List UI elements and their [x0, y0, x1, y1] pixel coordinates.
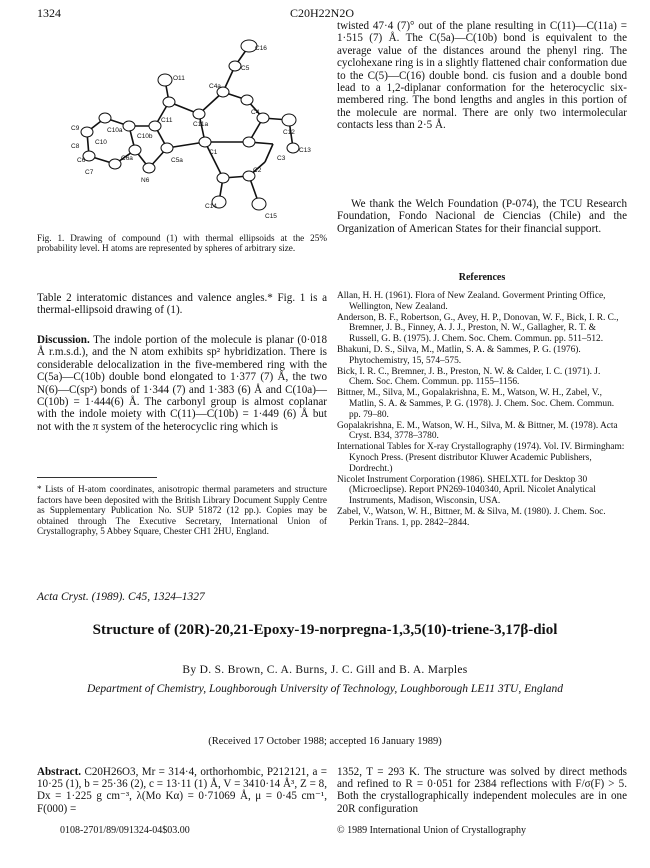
molecule-figure — [37, 22, 329, 230]
atom-label: C11a — [193, 121, 209, 128]
atom-label: C15 — [265, 213, 277, 220]
reference-item: Bick, I. R. C., Bremner, J. B., Preston, N. W. & Calder, I. C. (1971). J. Chem. Soc. Chem. Commun. pp. 1155–1156. — [337, 366, 601, 388]
atom-label: C6a — [121, 155, 133, 162]
reference-item: Gopalakrishna, E. M., Watson, W. H., Silva, M. & Bittner, M. (1978). Acta Cryst. B34, 3778–3780. — [337, 420, 618, 442]
discussion-label: Discussion. — [37, 334, 90, 346]
abstract-label: Abstract. — [37, 766, 82, 778]
reference-item: International Tables for X-ray Crystallography (1974). Vol. IV. Birmingham: Kynoch Press. (Present distributor Kluwer Academic Publishers, Dordrecht.) — [337, 442, 625, 474]
reference-item: Allan, H. H. (1961). Flora of New Zealand. Goverment Printing Office, Wellington, New Zealand. — [337, 291, 606, 312]
atom-label: C4a — [209, 83, 221, 90]
article-title: Structure of (20R)-20,21-Epoxy-19-norpregna-1,3,5(10)-triene-3,17β-diol — [92, 622, 558, 638]
received-dates: (Received 17 October 1988; accepted 16 January 1989) — [208, 736, 442, 747]
abstract-right: 1352, T = 293 K. The structure was solved by direct methods and refined to R = 0·051 for 2384 reflections with F/σ(F) > 5. Both the crystallographically independent molecules are in one 20R configuration — [337, 766, 627, 815]
atom-label: C13 — [299, 147, 311, 154]
reference-item: Bittner, M., Silva, M., Gopalakrishna, E. M., Watson, W. H., Zabel, V., Matlin, S. A. & Sammes, P. G. (1978). J. Chem. Soc. Chem. Commun. pp. 79–80. — [337, 388, 615, 420]
discussion-text: The indole portion of the molecule is planar (0·018 Å r.m.s.d.), and the N atom exhibits sp² hybridization. There is considerable delocalization in the five-membered ring with the C(5a)—C(10b) double bond elongated to 1·377 (7) Å, the two N(6)—C(sp²) bonds of 1·344 (7) and 1·383 (6) Å and C(10a)—C(10b) = 1·444(6) Å. The carbonyl group is almost coplanar with the indole moiety with C(11)—C(10b) = 1·449 (6) Å but not with the π system of the heterocyclic ring which is — [37, 334, 327, 433]
running-formula: C20H22N2O — [290, 6, 355, 20]
molecule-drawing — [37, 22, 329, 230]
atom-label: C9 — [71, 125, 80, 132]
atom-label: C11 — [161, 117, 173, 124]
atom-label: C5a — [171, 157, 183, 164]
atom-label: C7 — [85, 169, 94, 176]
reference-item: Bhakuni, D. S., Silva, M., Matlin, S. A. & Sammes, P. G. (1976). Phytochemistry, 15, 574–575. — [337, 344, 581, 366]
affiliation: Department of Chemistry, Loughborough University of Technology, Loughborough LE11 3TU, England — [86, 683, 564, 695]
atom-label: C10b — [137, 133, 153, 140]
atom-label: C16 — [255, 45, 267, 52]
atom-label: C2 — [253, 167, 262, 174]
references-list — [337, 291, 627, 529]
atom-label: N6 — [141, 177, 150, 184]
page-number: 1324 — [37, 6, 61, 20]
figure-caption: Fig. 1. Drawing of compound (1) with thermal ellipsoids at the 25% probability level. H atoms are represented by spheres of arbitrary size. — [37, 233, 327, 254]
atom-label: C6 — [77, 157, 86, 164]
footnote-divider — [37, 477, 157, 478]
table-reference-text: Table 2 interatomic distances and valence angles.* Fig. 1 is a thermal-ellipsoid drawing of (1). — [37, 292, 327, 317]
atom-label: C3 — [277, 155, 286, 162]
author-list: By D. S. Brown, C. A. Burns, J. C. Gill and B. A. Marples — [182, 664, 468, 676]
acknowledgement: We thank the Welch Foundation (P-074), the TCU Research Foundation, Fondo Nacional de Ciencias (Chile) and the Organization of American States for their financial support. — [337, 198, 627, 235]
reference-item: Anderson, B. F., Robertson, G., Avey, H. P., Donovan, W. F., Bick, I. R. C., Bremner, J. B., Finney, A. J. J., Preston, N. W., Gallagher, R. T. & Russell, G. B. (1975). J. Chem. Soc. Chem. Commun. pp. 511–512. — [337, 312, 619, 345]
continuation-paragraph: twisted 47·4 (7)° out of the plane resulting in C(11)—C(11a) = 1·515 (7) Å. The C(5a)—C(10b) bond is equivalent to the average value of the distances around the phenyl ring. The cyclohexane ring is in a slightly flattened chair conformation due to the C(5)—C(16) double bond. cis fusion and a double bond lead to a 1,2-diplanar conformation for the heterocyclic six-membered ring. The bond lengths and angles in this portion of the molecule are normal. There are only two intermolecular contacts less than 2·5 Å. — [337, 20, 627, 132]
references-heading: References — [458, 272, 506, 283]
copyright-notice: © 1989 International Union of Crystallography — [337, 825, 526, 836]
atom-label: C4 — [251, 109, 260, 116]
atom-label: C14 — [205, 203, 217, 210]
atom-label: C5 — [241, 65, 250, 72]
discussion-paragraph — [37, 334, 327, 433]
abstract-text-left: C20H26O3, Mr = 314·4, orthorhombic, P212121, a = 10·25 (1), b = 25·36 (2), c = 13·11 (1) Å, V = 3410·14 Å³, Z = 8, Dx = 1·225 g cm⁻³, λ(Mo Kα) = 0·71069 Å, μ = 0·45 cm⁻¹, F(000) = — [37, 766, 327, 815]
atom-label: C1 — [209, 149, 218, 156]
reference-item: Zabel, V., Watson, W. H., Bittner, M. & Silva, M. (1980). J. Chem. Soc. Perkin Trans. 1, pp. 2842–2844. — [337, 506, 606, 528]
reference-item: Nicolet Instrument Corporation (1986). SHELXTL for Desktop 30 (Microeclipse). Report PN269-1040340, April. Nicolet Analytical Instruments, Madison, Wisconsin, USA. — [337, 474, 596, 507]
abstract-left — [37, 766, 327, 815]
atom-label: C10a — [107, 127, 123, 134]
footnote: * Lists of H-atom coordinates, anisotropic thermal parameters and structure factors have been deposited with the British Library Document Supply Centre as Supplementary Publication No. SUP 51872 (12 pp.). Copies may be obtained through The Executive Secretary, International Union of Crystallography, 5 Abbey Square, Chester CH1 2HU, England. — [37, 484, 327, 536]
journal-reference: Acta Cryst. (1989). C45, 1324–1327 — [37, 591, 205, 603]
atom-label: C10 — [95, 139, 107, 146]
atom-label: C12 — [283, 129, 295, 136]
issn-code: 0108-2701/89/091324-04$03.00 — [60, 825, 190, 836]
atom-label: C8 — [71, 143, 80, 150]
atom-label: O11 — [173, 75, 185, 82]
